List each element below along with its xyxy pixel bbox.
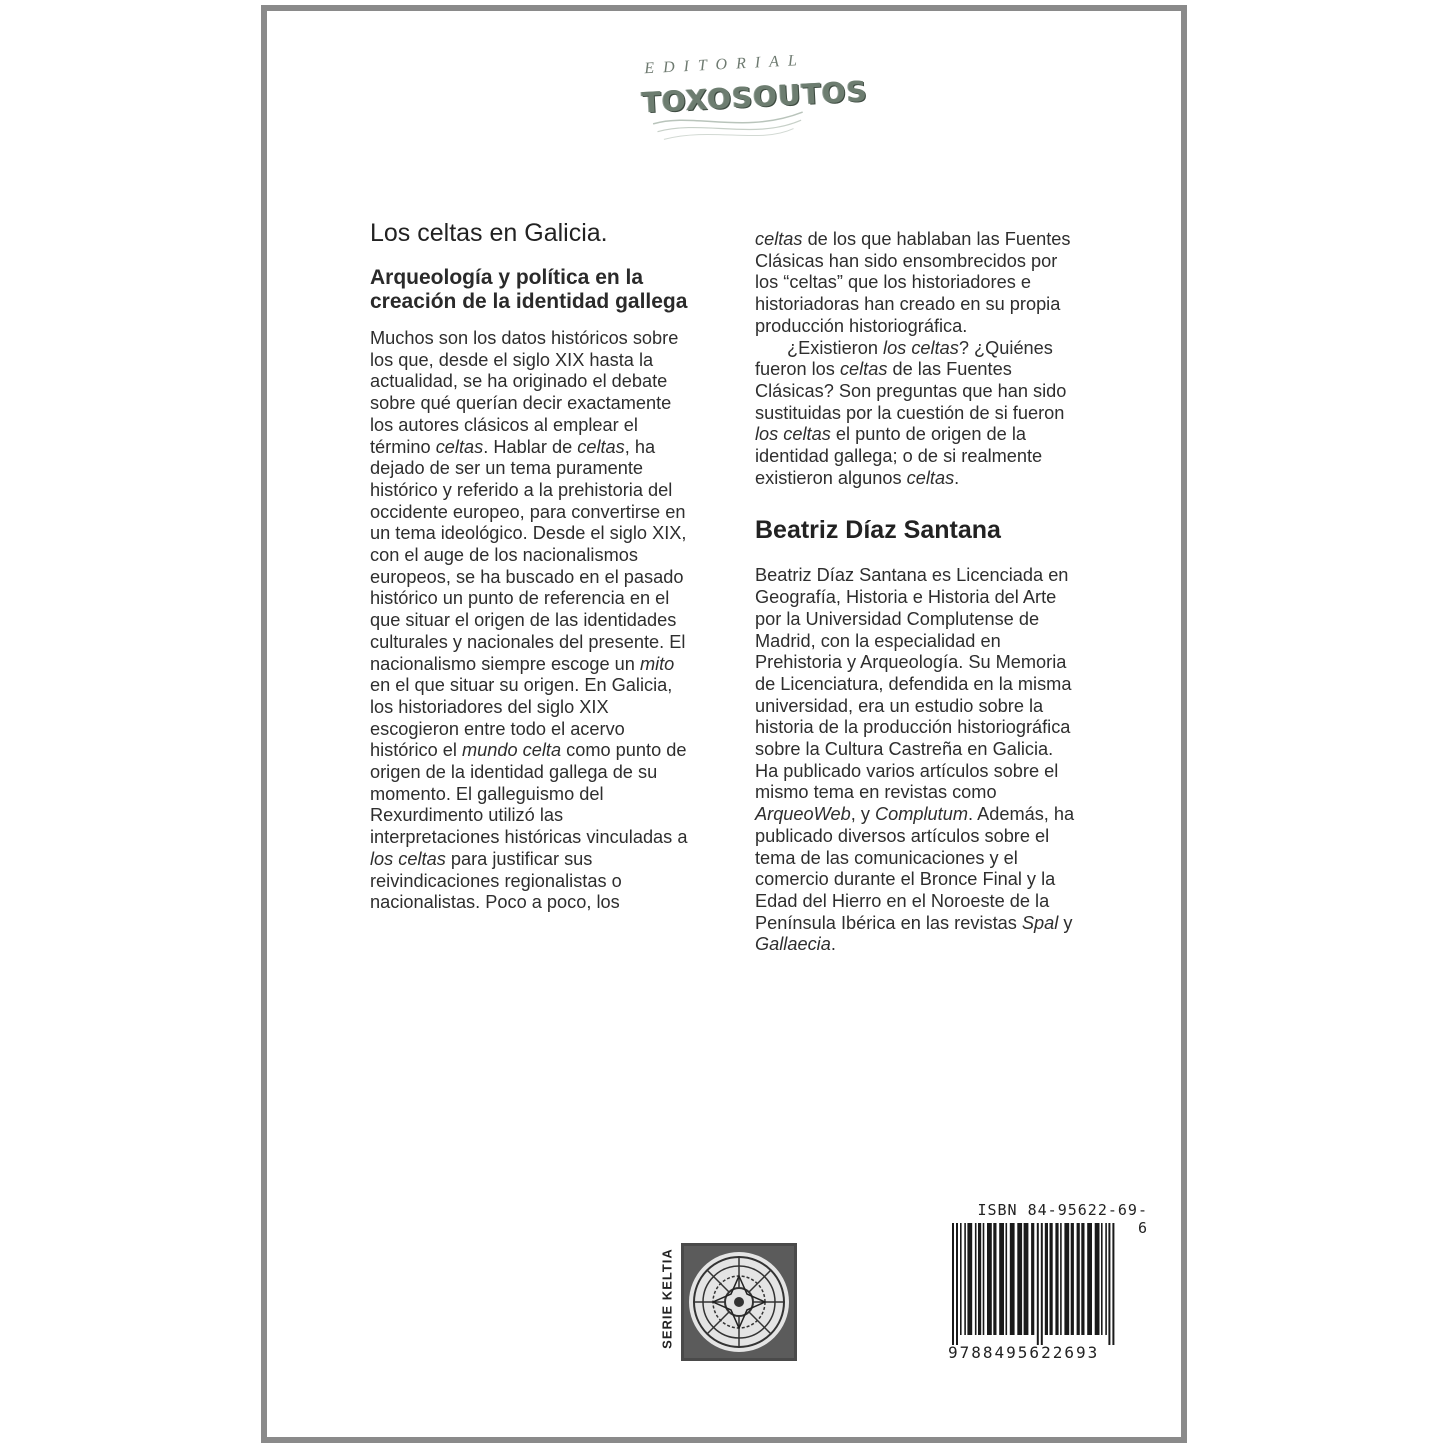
right-column [755,229,1075,956]
publisher-logo-name: TOXOSOUTOS [641,74,869,120]
synopsis-questions-paragraph: ¿Existieron los celtas? ¿Quiénes fueron los celtas de las Fuentes Clásicas? Son preguntas que han sido sustituidas por la cuestión de si fueron los celtas el punto de origen de la identidad gallega; o de si realmente existieron algunos celtas. [755,337,1067,488]
left-column [370,218,690,914]
isbn-text: ISBN 84-95622-69-6 [977,1201,1148,1237]
author-bio: Beatriz Díaz Santana es Licenciada en Geografía, Historia e Historia del Arte por la Universidad Complutense de Madrid, con la especialidad en Prehistoria y Arqueología. Su Memoria de Licenciatura, defendida en la misma universidad, era un estudio sobre la historia de la producción historiográfica sobre la Cultura Castreña en Galicia. Ha publicado varios artículos sobre el mismo tema en revistas como ArqueoWeb, y Complutum. Además, ha publicado diversos artículos sobre el tema de las comunicaciones y el comercio durante el Bronce Final y la Edad del Hierro en el Noroeste de la Península Ibérica en las revistas Spal y Gallaecia. [755,565,1075,955]
ean-number: 9788495622693 [948,1343,1100,1362]
logo-swirl-icon [642,104,814,153]
book-subtitle: Arqueología y política en la creación de la identidad gallega [370,266,688,313]
synopsis-paragraph-continued: celtas de los que hablaban las Fuentes Clásicas han sido ensombrecidos por los “celtas” que los historiadores e historiadoras han creado en su propia producción historiográfica. [755,229,1071,336]
book-title: Los celtas en Galicia. [370,219,608,247]
series-label: SERIE KELTIA [659,1248,675,1349]
celtic-wheel-emblem-icon [681,1243,797,1361]
author-name: Beatriz Díaz Santana [755,516,1001,545]
series-badge [657,1243,797,1361]
barcode [948,1201,1148,1371]
barcode-bars-icon [948,1223,1148,1345]
back-cover [261,5,1187,1443]
synopsis-paragraph: Muchos son los datos históricos sobre los que, desde el siglo XIX hasta la actualidad, se ha originado el debate sobre qué querían decir exactamente los autores clásicos al emplear el término celtas. Hablar de celtas, ha dejado de ser un tema puramente histórico y referido a la prehistoria del occidente europeo, para convertirse en un tema ideológico. Desde el siglo XIX, con el auge de los nacionalismos europeos, se ha buscado en el pasado histórico un punto de referencia en el que situar el origen de las identidades culturales y nacionales del presente. El nacionalismo siempre escoge un mito en el que situar su origen. En Galicia, los historiadores del siglo XIX escogieron entre todo el acervo histórico el mundo celta como punto de origen de la identidad gallega de su momento. El galleguismo del Rexurdimento utilizó las interpretaciones históricas vinculadas a los celtas para justificar sus reivindicaciones regionalistas o nacionalistas. Poco a poco, los [370,328,688,913]
publisher-logo-top-word: EDITORIAL [643,51,807,78]
publisher-logo [640,51,869,151]
